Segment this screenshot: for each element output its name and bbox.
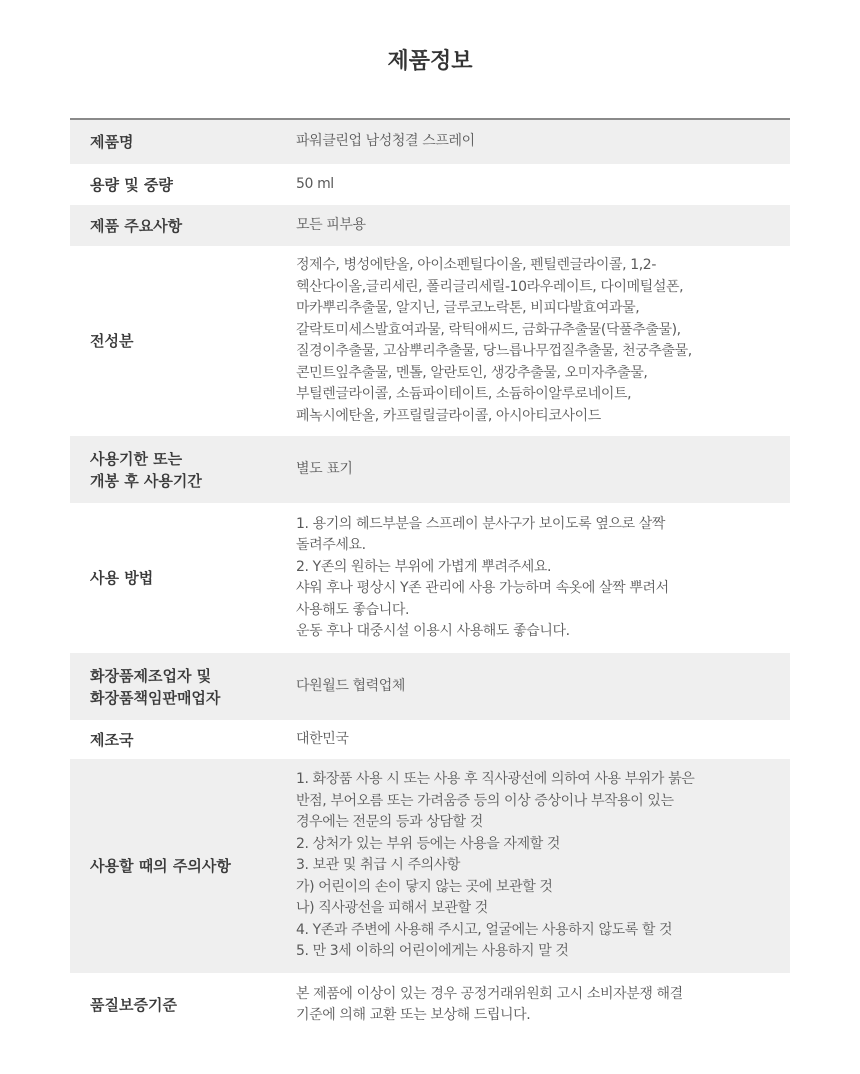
- table-row-ingredients: [70, 246, 790, 436]
- row-label: 사용기한 또는 개봉 후 사용기간: [90, 449, 202, 490]
- row-value: 50 ml: [296, 175, 334, 192]
- row-label: 용량 및 중량: [90, 175, 173, 194]
- row-label: 전성분: [90, 332, 134, 350]
- row-value: 1. 용기의 헤드부분을 스프레이 분사구가 보이도록 옆으로 살짝 돌려주세요. 2. Y존의 원하는 부위에 가볍게 뿌려주세요. 샤워 후나 평상시 Y존 관리에 사용 가능하며 속옷에 살짝 뿌려서 사용해도 좋습니다. 운동 후나 대중시설 이용시 사용해도 좋습니다.: [296, 515, 669, 639]
- table-row-country: [70, 720, 790, 759]
- row-label: 품질보증기준: [90, 996, 177, 1014]
- row-label: 제조국: [90, 730, 134, 749]
- table-row-product-name: [70, 120, 790, 164]
- row-value: 다원월드 협력업체: [296, 677, 406, 694]
- row-value: 파워클린업 남성청결 스프레이: [296, 133, 475, 150]
- row-value: 별도 표기: [296, 460, 353, 477]
- row-value: 정제수, 병성에탄올, 아이소펜틸다이올, 펜틸렌글라이콜, 1,2- 헥산다이올,글리세린, 폴리글리세릴-10라우레이트, 다이메틸설폰, 마카뿌리추출물, 알지닌, 글루코노락톤, 비피다발효여과물, 갈락토미세스발효여과물, 락틱애씨드, 금화규추출물(닥풀추출물), 질경이추출물, 고삼뿌리추출물, 당느릅나무껍질추출물, 천궁추출물, 콘민트잎추출물, 멘톨, 알란토인, 생강추출물, 오미자추출물, 부틸렌글라이콜, 소듐파이테이트, 소듐하이알루로네이트, 페녹시에탄올, 카프릴릴글라이콜, 아시아티코사이드: [296, 257, 692, 424]
- row-label: 화장품제조업자 및 화장품책임판매업자: [90, 666, 221, 707]
- table-row-volume: [70, 164, 790, 205]
- row-value: 모든 피부용: [296, 216, 366, 233]
- row-value: 1. 화장품 사용 시 또는 사용 후 직사광선에 의하여 사용 부위가 붉은 반점, 부어오름 또는 가려움증 등의 이상 증상이나 부작용이 있는 경우에는 전문의 등과 상담할 것 2. 상처가 있는 부위 등에는 사용을 자제할 것 3. 보관 및 취급 시 주의사항 가) 어린이의 손이 닿지 않는 곳에 보관할 것 나) 직사광선을 피해서 보관할 것 4. Y존과 주변에 사용해 주시고, 얼굴에는 사용하지 않도록 할 것 5. 만 3세 이하의 어린이에게는 사용하지 말 것: [296, 771, 695, 960]
- table-row-usage: [70, 503, 790, 653]
- page-title: 제품정보: [387, 49, 473, 74]
- row-label: 제품 주요사항: [90, 216, 183, 235]
- row-label: 사용할 때의 주의사항: [90, 857, 231, 875]
- table-row-manufacturer: [70, 653, 790, 720]
- product-info-table: [70, 118, 790, 1037]
- table-row-quality-standard: [70, 973, 790, 1037]
- row-value: 대한민국: [296, 730, 349, 747]
- table-row-main-info: [70, 205, 790, 246]
- table-row-precautions: [70, 759, 790, 973]
- row-value: 본 제품에 이상이 있는 경우 공정거래위원회 고시 소비자분쟁 해결 기준에 의해 교환 또는 보상해 드립니다.: [296, 985, 683, 1023]
- row-label: 제품명: [90, 133, 134, 151]
- table-row-expiry: [70, 436, 790, 503]
- row-label: 사용 방법: [90, 569, 154, 587]
